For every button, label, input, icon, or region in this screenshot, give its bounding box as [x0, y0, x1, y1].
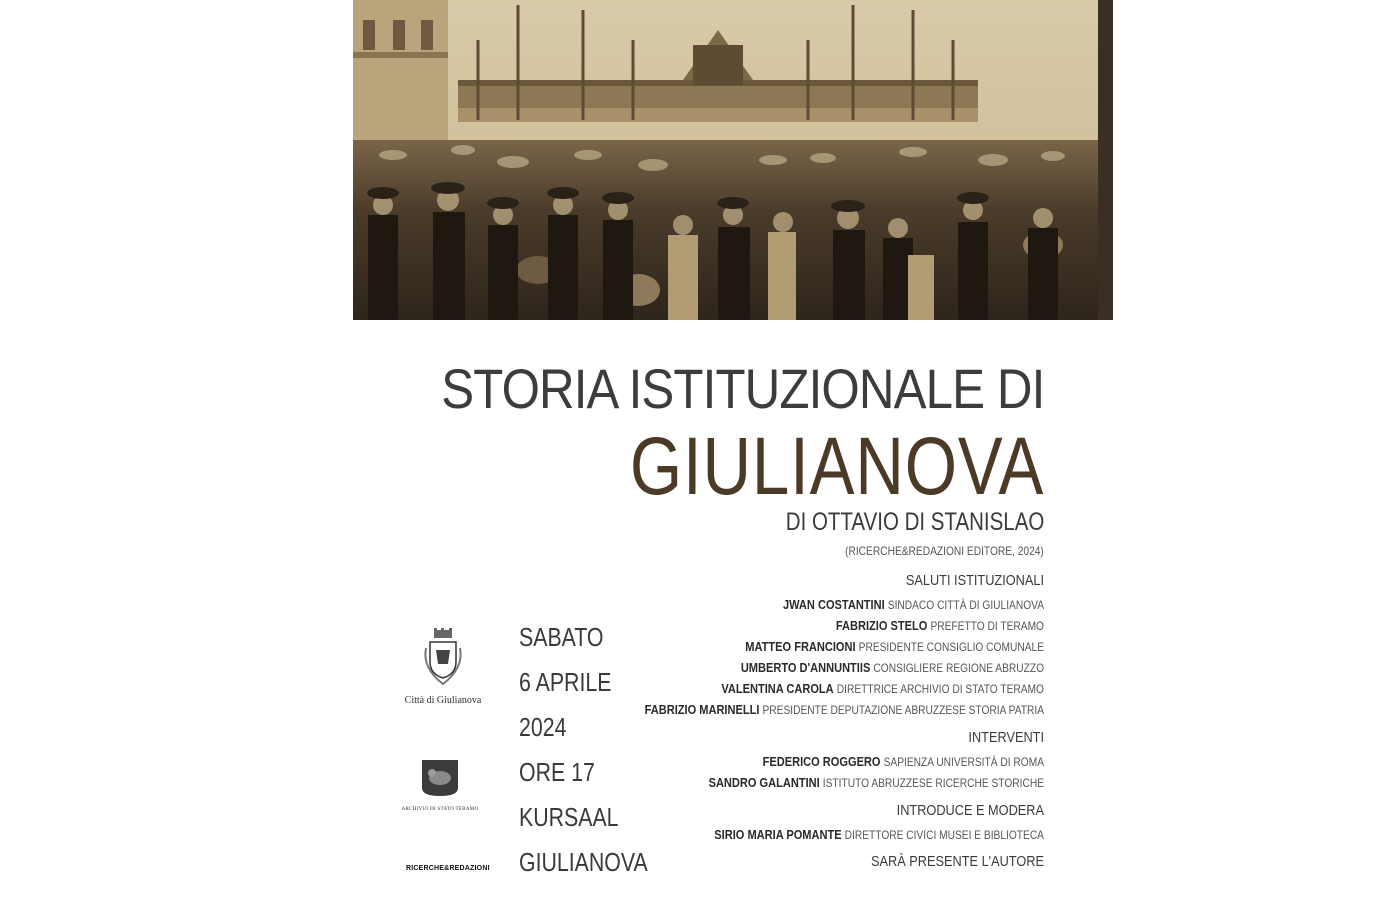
city-crest-icon: [420, 628, 466, 688]
person-role: ISTITUTO ABRUZZESE RICERCHE STORICHE: [822, 776, 1044, 790]
city-logo-caption: Città di Giulianova: [404, 695, 482, 706]
person-role: SINDACO CITTÀ DI GIULIANOVA: [887, 598, 1044, 612]
person-name: UMBERTO D'ANNUNTIIS: [740, 660, 871, 675]
event-venue: KURSAAL: [519, 802, 619, 832]
person-role: CONSIGLIERE REGIONE ABRUZZO: [873, 661, 1044, 675]
greetings-heading: SALUTI ISTITUZIONALI: [905, 572, 1044, 589]
event-date: 6 APRILE: [519, 667, 612, 697]
publisher-line: (RICERCHE&REDAZIONI EDITORE, 2024): [845, 544, 1044, 558]
event-details: [519, 620, 676, 890]
author-line: DI OTTAVIO DI STANISLAO: [785, 508, 1044, 536]
person-role: PRESIDENTE DEPUTAZIONE ABRUZZESE STORIA PATRIA: [762, 703, 1044, 717]
event-year: 2024: [519, 712, 567, 742]
person-name: VALENTINA CAROLA: [721, 681, 834, 696]
closing-note: SARÀ PRESENTE L'AUTORE: [871, 853, 1044, 870]
credit-row: [568, 594, 1044, 615]
person-role: SAPIENZA UNIVERSITÀ DI ROMA: [883, 755, 1044, 769]
person-role: PREFETTO DI TERAMO: [930, 619, 1044, 633]
person-role: PRESIDENTE CONSIGLIO COMUNALE: [858, 640, 1044, 654]
person-name: MATTEO FRANCIONI: [745, 639, 856, 654]
photo-illustration: [353, 0, 1113, 320]
person-name: SANDRO GALANTINI: [708, 775, 820, 790]
person-name: FABRIZIO STELO: [835, 618, 928, 633]
archive-logo-caption: ARCHIVIO DI STATO TERAMO: [401, 807, 479, 812]
archive-logo: [400, 758, 480, 812]
event-day: SABATO: [519, 622, 604, 652]
city-logo: [398, 628, 488, 706]
person-name: JWAN COSTANTINI: [782, 597, 885, 612]
moderator-heading: INTRODUCE E MODERA: [896, 802, 1044, 819]
event-city: GIULIANOVA: [519, 847, 648, 877]
archive-emblem-icon: [418, 758, 462, 798]
talks-heading: INTERVENTI: [968, 729, 1044, 746]
title-line-1: STORIA ISTITUZIONALE DI: [440, 357, 1044, 420]
person-role: DIRETTRICE ARCHIVIO DI STATO TERAMO: [836, 682, 1044, 696]
person-name: FEDERICO ROGGERO: [762, 754, 881, 769]
title-line-2: GIULIANOVA: [629, 421, 1044, 512]
person-role: DIRETTORE CIVICI MUSEI E BIBLIOTECA: [844, 828, 1044, 842]
publisher-logo: RICERCHE&REDAZIONI: [406, 865, 490, 872]
event-time: ORE 17: [519, 757, 595, 787]
person-name: FABRIZIO MARINELLI: [644, 702, 760, 717]
historic-crowd-photo: [353, 0, 1113, 320]
person-name: SIRIO MARIA POMANTE: [714, 827, 842, 842]
